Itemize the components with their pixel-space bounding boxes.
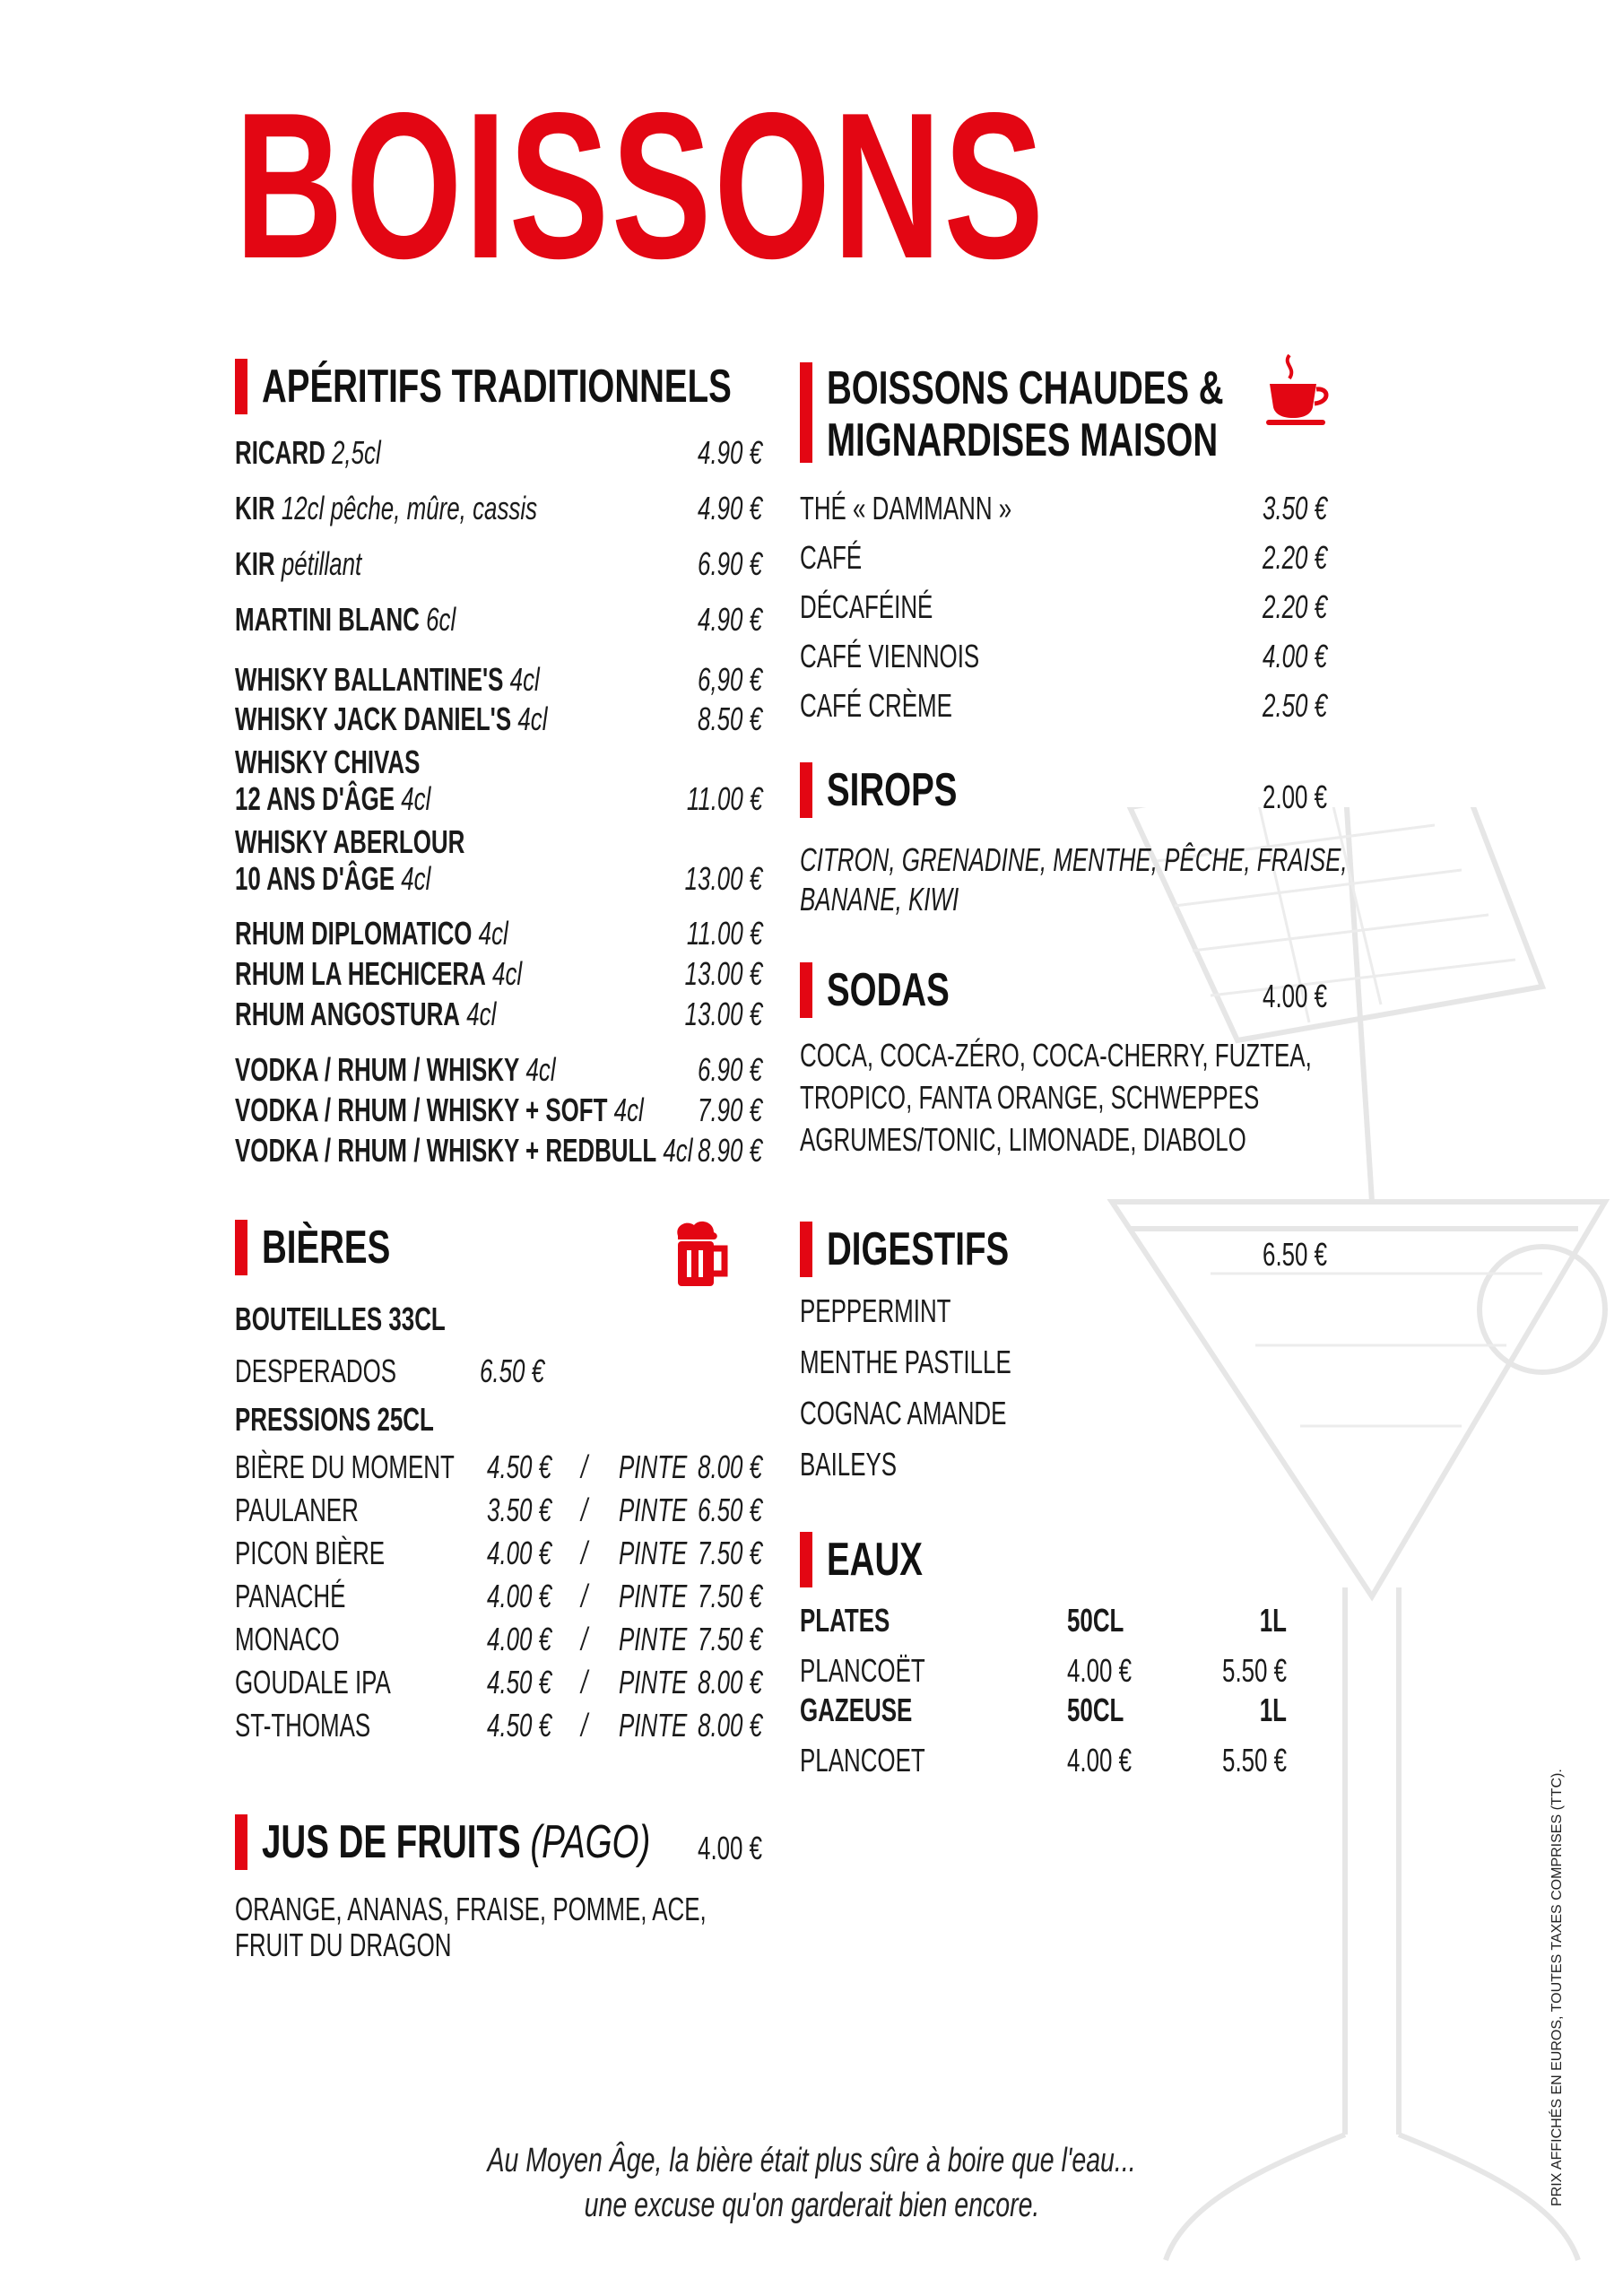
pinte-label: PINTE bbox=[619, 1621, 688, 1657]
beer-price: 4.50 € bbox=[486, 1707, 551, 1744]
item-detail: 4cl bbox=[525, 1051, 556, 1088]
heading-accent-bar bbox=[800, 762, 812, 818]
beer-name: MONACO bbox=[235, 1621, 340, 1657]
item-price: 2.20 € bbox=[1262, 588, 1327, 625]
item-name: RHUM DIPLOMATICO bbox=[235, 915, 473, 952]
beer-name: PAULANER bbox=[235, 1492, 359, 1528]
pinte-label: PINTE bbox=[619, 1448, 688, 1485]
size-50cl-header: 50CL bbox=[1067, 1602, 1124, 1639]
coffee-cup-icon bbox=[1264, 352, 1334, 427]
section-heading-aperitifs bbox=[235, 359, 897, 414]
still-brand: PLANCOËT bbox=[800, 1652, 925, 1689]
item-price: 11.00 € bbox=[686, 780, 762, 817]
item-price: 8.50 € bbox=[697, 700, 762, 737]
item-price: 4.90 € bbox=[697, 601, 762, 638]
item-detail: 4cl bbox=[492, 955, 523, 992]
heading-text: JUS DE FRUITS bbox=[262, 1816, 521, 1868]
separator: / bbox=[581, 1707, 588, 1744]
item-price: 4.90 € bbox=[697, 490, 762, 526]
beer-name: PANACHÉ bbox=[235, 1578, 346, 1614]
item-price: 8.90 € bbox=[697, 1132, 762, 1169]
item-price: 7.90 € bbox=[697, 1091, 762, 1128]
item-detail: 4cl bbox=[509, 661, 540, 698]
beer-price: 4.00 € bbox=[486, 1535, 551, 1571]
item-detail: 12cl pêche, mûre, cassis bbox=[281, 490, 538, 526]
heading-text: SIROPS bbox=[827, 764, 958, 816]
item-price: 6.90 € bbox=[697, 545, 762, 582]
still-price-50cl: 4.00 € bbox=[1067, 1652, 1133, 1689]
pinte-price: 8.00 € bbox=[697, 1664, 762, 1700]
section-heading-sodas bbox=[800, 962, 993, 1018]
heading-text: SODAS bbox=[827, 964, 950, 1016]
bottles-label: BOUTEILLES 33CL bbox=[235, 1300, 446, 1337]
heading-brand: (PAGO) bbox=[530, 1816, 651, 1868]
item-name: VODKA / RHUM / WHISKY bbox=[235, 1051, 520, 1088]
tax-note: PRIX AFFICHÉS EN EUROS, TOUTES TAXES COMPRISES (TTC). bbox=[1549, 1769, 1565, 2206]
flavours-line-1: CITRON, GRENADINE, MENTHE, PÊCHE, FRAISE, bbox=[800, 841, 1348, 878]
section-heading-digestifs bbox=[800, 1222, 1072, 1277]
pinte-price: 8.00 € bbox=[697, 1707, 762, 1744]
item-name: MARTINI BLANC bbox=[235, 601, 420, 638]
list-item: PEPPERMINT bbox=[800, 1292, 951, 1329]
sparkling-label: GAZEUSE bbox=[800, 1692, 913, 1728]
draft-label: PRESSIONS 25CL bbox=[235, 1401, 434, 1438]
beer-price: 4.00 € bbox=[486, 1621, 551, 1657]
footer-quote-line-1: Au Moyen Âge, la bière était plus sûre à boire que l'eau... bbox=[487, 2142, 1136, 2179]
size-1l-header: 1L bbox=[1259, 1602, 1287, 1639]
section-price: 2.00 € bbox=[1262, 778, 1327, 815]
heading-accent-bar bbox=[800, 362, 812, 463]
item-name: CAFÉ bbox=[800, 539, 863, 576]
item-detail: 2,5cl bbox=[332, 434, 381, 471]
item-name: RICARD bbox=[235, 434, 325, 471]
item-detail: 4cl bbox=[401, 860, 431, 897]
still-label: PLATES bbox=[800, 1602, 890, 1639]
juices-line-1: ORANGE, ANANAS, FRAISE, POMME, ACE, bbox=[235, 1891, 707, 1927]
pinte-price: 7.50 € bbox=[697, 1621, 762, 1657]
section-price: 4.00 € bbox=[1262, 978, 1327, 1014]
heading-text: DIGESTIFS bbox=[827, 1223, 1010, 1275]
item-name: WHISKY BALLANTINE'S bbox=[235, 661, 504, 698]
footer-quote-line-2: une excuse qu'on garderait bien encore. bbox=[584, 2187, 1039, 2224]
item-name: KIR bbox=[235, 545, 275, 582]
sparkling-price-1l: 5.50 € bbox=[1221, 1742, 1287, 1779]
bottle-price: 6.50 € bbox=[480, 1352, 545, 1389]
list-item: COGNAC AMANDE bbox=[800, 1395, 1007, 1431]
pinte-price: 7.50 € bbox=[697, 1578, 762, 1614]
heading-text: EAUX bbox=[827, 1534, 923, 1586]
beer-price: 3.50 € bbox=[486, 1492, 551, 1528]
item-price: 6.90 € bbox=[697, 1051, 762, 1088]
item-name: RHUM LA HECHICERA bbox=[235, 955, 486, 992]
heading-accent-bar bbox=[235, 1220, 247, 1275]
separator: / bbox=[581, 1578, 588, 1614]
separator: / bbox=[581, 1492, 588, 1528]
juices-line-2: FRUIT DU DRAGON bbox=[235, 1926, 452, 1963]
beer-price: 4.00 € bbox=[486, 1578, 551, 1614]
section-heading-eaux bbox=[800, 1532, 956, 1587]
list-item: MENTHE PASTILLE bbox=[800, 1344, 1011, 1380]
item-detail: 4cl bbox=[466, 996, 497, 1032]
section-price: 4.00 € bbox=[697, 1830, 762, 1866]
pinte-label: PINTE bbox=[619, 1707, 688, 1744]
item-price: 6,90 € bbox=[697, 661, 762, 698]
heading-accent-bar bbox=[235, 359, 247, 414]
size-1l-header: 1L bbox=[1259, 1692, 1287, 1728]
item-detail: 4cl bbox=[613, 1091, 644, 1128]
beer-mug-icon bbox=[671, 1220, 730, 1288]
item-name: WHISKY ABERLOUR bbox=[235, 823, 465, 860]
item-name: DÉCAFÉINÉ bbox=[800, 588, 933, 625]
item-detail: 4cl bbox=[517, 700, 548, 737]
separator: / bbox=[581, 1448, 588, 1485]
section-heading-sirops bbox=[800, 762, 1003, 818]
heading-text: APÉRITIFS TRADITIONNELS bbox=[262, 361, 732, 413]
item-name: VODKA / RHUM / WHISKY + REDBULL bbox=[235, 1132, 657, 1169]
sodas-line-1: COCA, COCA-ZÉRO, COCA-CHERRY, FUZTEA, bbox=[800, 1037, 1312, 1074]
flavours-line-2: BANANE, KIWI bbox=[800, 881, 959, 918]
heading-accent-bar bbox=[800, 962, 812, 1018]
heading-accent-bar bbox=[235, 1814, 247, 1870]
heading-text-line1: BOISSONS CHAUDES & bbox=[827, 362, 1224, 414]
item-name: CAFÉ VIENNOIS bbox=[800, 638, 980, 674]
separator: / bbox=[581, 1664, 588, 1700]
size-50cl-header: 50CL bbox=[1067, 1692, 1124, 1728]
item-detail: 6cl bbox=[426, 601, 456, 638]
section-heading-bieres bbox=[235, 1220, 436, 1275]
item-price: 4.00 € bbox=[1262, 638, 1327, 674]
bottle-name: DESPERADOS bbox=[235, 1352, 397, 1389]
heading-text-line2: MIGNARDISES MAISON bbox=[827, 414, 1219, 466]
beer-price: 4.50 € bbox=[486, 1448, 551, 1485]
pinte-price: 7.50 € bbox=[697, 1535, 762, 1571]
beer-name: ST-THOMAS bbox=[235, 1707, 371, 1744]
item-price: 13.00 € bbox=[684, 955, 762, 992]
item-name-line2: 10 ANS D'ÂGE bbox=[235, 860, 395, 897]
item-price: 4.90 € bbox=[697, 434, 762, 471]
item-price: 13.00 € bbox=[684, 860, 762, 897]
separator: / bbox=[581, 1621, 588, 1657]
beer-name: GOUDALE IPA bbox=[235, 1664, 391, 1700]
item-detail: 4cl bbox=[663, 1132, 693, 1169]
beer-name: BIÈRE DU MOMENT bbox=[235, 1448, 455, 1485]
item-detail: pétillant bbox=[281, 545, 362, 582]
list-item: BAILEYS bbox=[800, 1446, 898, 1483]
sparkling-brand: PLANCOET bbox=[800, 1742, 925, 1779]
still-price-1l: 5.50 € bbox=[1221, 1652, 1287, 1689]
sodas-line-2: TROPICO, FANTA ORANGE, SCHWEPPES bbox=[800, 1079, 1260, 1116]
item-name: WHISKY CHIVAS bbox=[235, 744, 421, 780]
separator: / bbox=[581, 1535, 588, 1571]
item-name-line2: 12 ANS D'ÂGE bbox=[235, 780, 395, 817]
item-price: 11.00 € bbox=[686, 915, 762, 952]
heading-accent-bar bbox=[800, 1222, 812, 1277]
item-name: KIR bbox=[235, 490, 275, 526]
item-price: 3.50 € bbox=[1262, 490, 1327, 526]
section-price: 6.50 € bbox=[1262, 1236, 1327, 1273]
item-name: WHISKY JACK DANIEL'S bbox=[235, 700, 512, 737]
item-name: CAFÉ CRÈME bbox=[800, 687, 952, 724]
pinte-label: PINTE bbox=[619, 1664, 688, 1700]
beer-price: 4.50 € bbox=[486, 1664, 551, 1700]
item-detail: 4cl bbox=[478, 915, 508, 952]
pinte-label: PINTE bbox=[619, 1492, 688, 1528]
sparkling-price-50cl: 4.00 € bbox=[1067, 1742, 1133, 1779]
pinte-label: PINTE bbox=[619, 1578, 688, 1614]
item-price: 2.20 € bbox=[1262, 539, 1327, 576]
beer-name: PICON BIÈRE bbox=[235, 1535, 386, 1571]
sodas-line-3: AGRUMES/TONIC, LIMONADE, DIABOLO bbox=[800, 1121, 1246, 1158]
heading-accent-bar bbox=[800, 1532, 812, 1587]
item-name: VODKA / RHUM / WHISKY + SOFT bbox=[235, 1091, 608, 1128]
heading-text: BIÈRES bbox=[262, 1222, 391, 1274]
pinte-label: PINTE bbox=[619, 1535, 688, 1571]
cocktail-glass-illustration bbox=[1076, 807, 1623, 2296]
page-title: BOISSONS bbox=[235, 70, 1046, 302]
pinte-price: 6.50 € bbox=[697, 1492, 762, 1528]
item-name: RHUM ANGOSTURA bbox=[235, 996, 461, 1032]
item-detail: 4cl bbox=[401, 780, 431, 817]
item-name: THÉ « DAMMANN » bbox=[800, 490, 1012, 526]
item-price: 13.00 € bbox=[684, 996, 762, 1032]
pinte-price: 8.00 € bbox=[697, 1448, 762, 1485]
item-price: 2.50 € bbox=[1262, 687, 1327, 724]
